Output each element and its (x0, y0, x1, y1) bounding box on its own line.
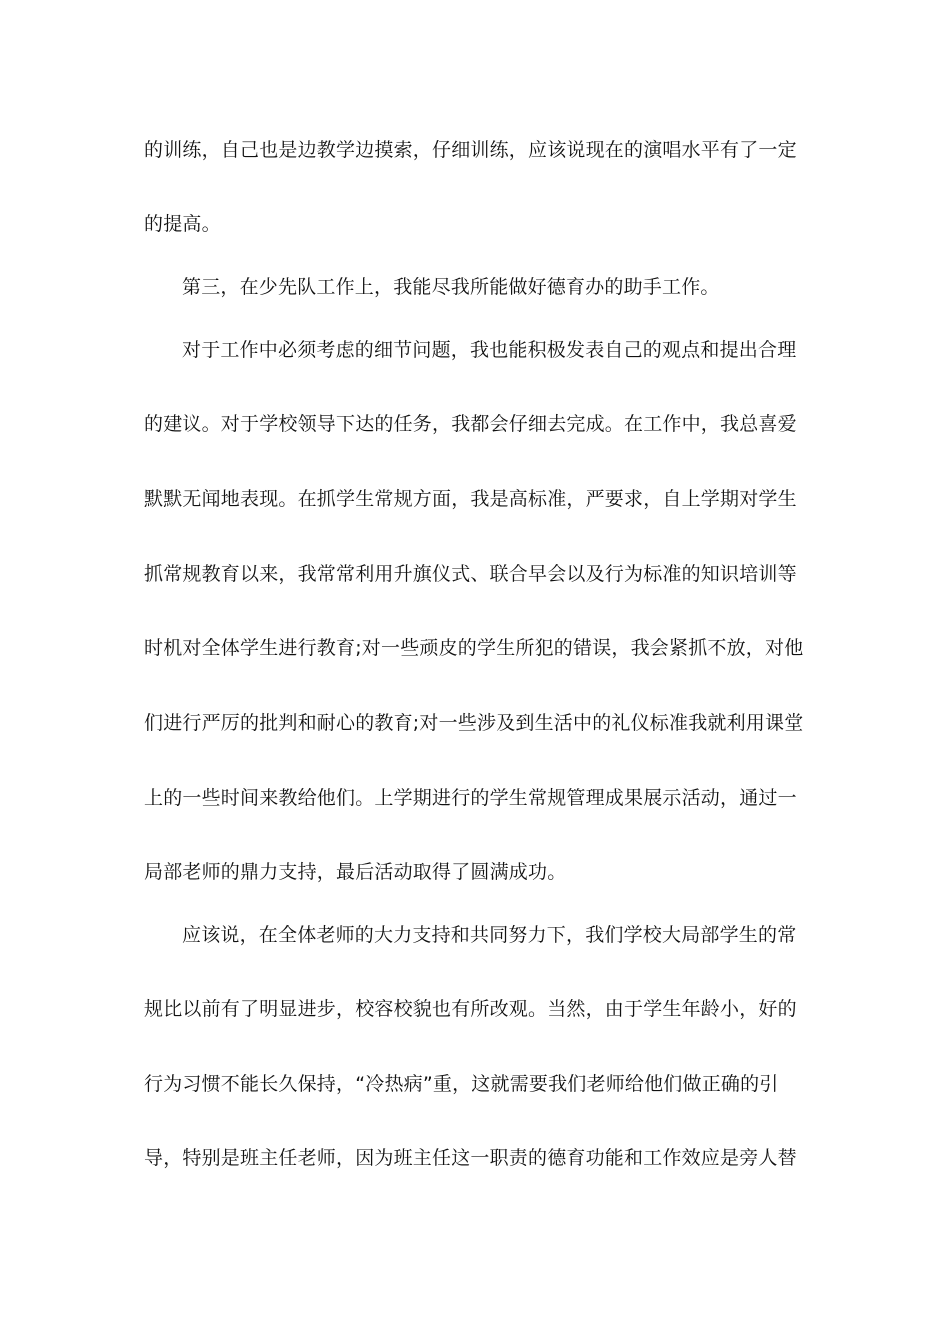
paragraph-first-line: 第三，在少先队工作上，我能尽我所能做好德育办的助手工作。 (182, 276, 720, 298)
text-line: 的提高。 (144, 213, 221, 235)
text-line: 默默无闻地表现。在抓学生常规方面，我是高标准，严要求，自上学期对学生 (144, 488, 797, 510)
text-line: 行为习惯不能长久保持，“冷热病”重，这就需要我们老师给他们做正确的引 (144, 1073, 779, 1095)
text-line: 抓常规教育以来，我常常利用升旗仪式、联合早会以及行为标准的知识培训等 (144, 563, 797, 585)
text-line: 规比以前有了明显进步，校容校貌也有所改观。当然，由于学生年龄小，好的 (144, 998, 797, 1020)
text-line: 导，特别是班主任老师，因为班主任这一职责的德育功能和工作效应是旁人替 (144, 1147, 797, 1169)
text-line: 局部老师的鼎力支持，最后活动取得了圆满成功。 (144, 861, 567, 883)
text-line: 上的一些时间来教给他们。上学期进行的学生常规管理成果展示活动，通过一 (144, 787, 797, 809)
text-line: 时机对全体学生进行教育;对一些顽皮的学生所犯的错误，我会紧抓不放，对他 (144, 637, 804, 659)
text-line: 们进行严厉的批判和耐心的教育;对一些涉及到生活中的礼仪标准我就利用课堂 (144, 712, 804, 734)
paragraph-first-line: 应该说，在全体老师的大力支持和共同努力下，我们学校大局部学生的常 (182, 924, 797, 946)
text-line: 的训练，自己也是边教学边摸索，仔细训练，应该说现在的演唱水平有了一定 (144, 139, 797, 161)
text-line: 的建议。对于学校领导下达的任务，我都会仔细去完成。在工作中，我总喜爱 (144, 413, 797, 435)
paragraph-first-line: 对于工作中必须考虑的细节问题，我也能积极发表自己的观点和提出合理 (182, 339, 797, 361)
